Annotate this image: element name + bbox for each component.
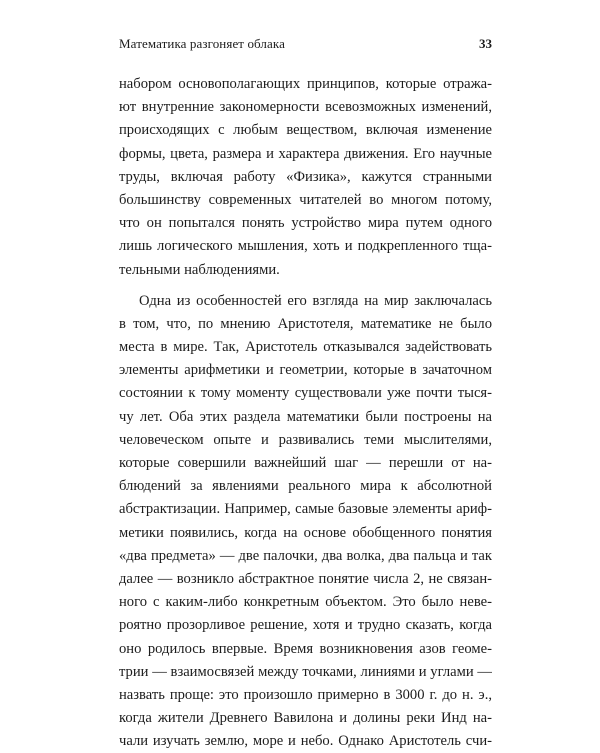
- text-line: назвать проще: это произошло примерно в 3000 г. до н. э.,: [119, 686, 492, 703]
- text-line: роятно прозорливое решение, хотя и трудно сказать, когда: [119, 617, 492, 634]
- text-line: формы, цвета, размера и характера движения. Его научные: [119, 145, 492, 162]
- text-line: места в мире. Так, Аристотель отказывался задействовать: [119, 339, 492, 356]
- text-line: большинству современных читателей во многом потому,: [119, 191, 492, 208]
- text-line: далее — возникло абстрактное понятие числа 2, не связан-: [119, 570, 492, 587]
- text-line: в том, что, по мнению Аристотеля, математике не было: [119, 315, 492, 332]
- text-line: метики появились, когда на основе обобщенного понятия: [119, 524, 492, 541]
- text-line: происходящих с любым веществом, включая изменение: [119, 122, 492, 139]
- text-line: блюдений за явлениями реального мира к абсолютной: [119, 478, 492, 495]
- text-line: трии — взаимосвязей между точками, линиями и углами —: [119, 663, 492, 680]
- running-head: [119, 36, 492, 54]
- text-line: ют внутренние закономерности всевозможных изменений,: [119, 99, 492, 116]
- text-line: набором основополагающих принципов, которые отража-: [119, 76, 492, 92]
- text-line: человеческом опыте и развивались теми мыслителями,: [119, 431, 492, 448]
- text-line: «два предмета» — две палочки, два волка, два пальца и так: [119, 547, 492, 564]
- text-line: труды, включая работу «Физика», кажутся странными: [119, 168, 492, 185]
- text-line: ного с каким-либо конкретным объектом. Это было неве-: [119, 594, 492, 611]
- running-title: Математика разгоняет облака: [119, 36, 285, 51]
- text-line: которые совершили важнейший шаг — перешли от на-: [119, 455, 492, 471]
- text-line: тельными наблюдениями.: [119, 261, 280, 278]
- text-line: абстрактизации. Например, самые базовые элементы ариф-: [119, 501, 492, 518]
- text-line: что он попытался понять устройство мира путем одного: [119, 215, 492, 232]
- text-line: чали изучать землю, море и небо. Однако Аристотель счи-: [119, 733, 492, 750]
- text-line: Одна из особенностей его взгляда на мир заключалась: [139, 292, 492, 309]
- paragraph-1: [119, 73, 492, 282]
- text-line: лишь логического мышления, хоть и подкрепленного тща-: [119, 238, 492, 255]
- text-line: чу лет. Оба этих раздела математики были построены на: [119, 408, 492, 425]
- page-number: 33: [479, 36, 492, 51]
- body-text: [119, 73, 492, 753]
- text-line: когда жители Древнего Вавилона и долины реки Инд на-: [119, 710, 492, 727]
- paragraph-2: [119, 290, 492, 753]
- text-line: оно родилось впервые. Время возникновения азов геоме-: [119, 640, 492, 657]
- text-line: состоянии к тому моменту существовали уже почти тыся-: [119, 385, 492, 402]
- text-line: элементы арифметики и геометрии, которые в зачаточном: [119, 362, 492, 379]
